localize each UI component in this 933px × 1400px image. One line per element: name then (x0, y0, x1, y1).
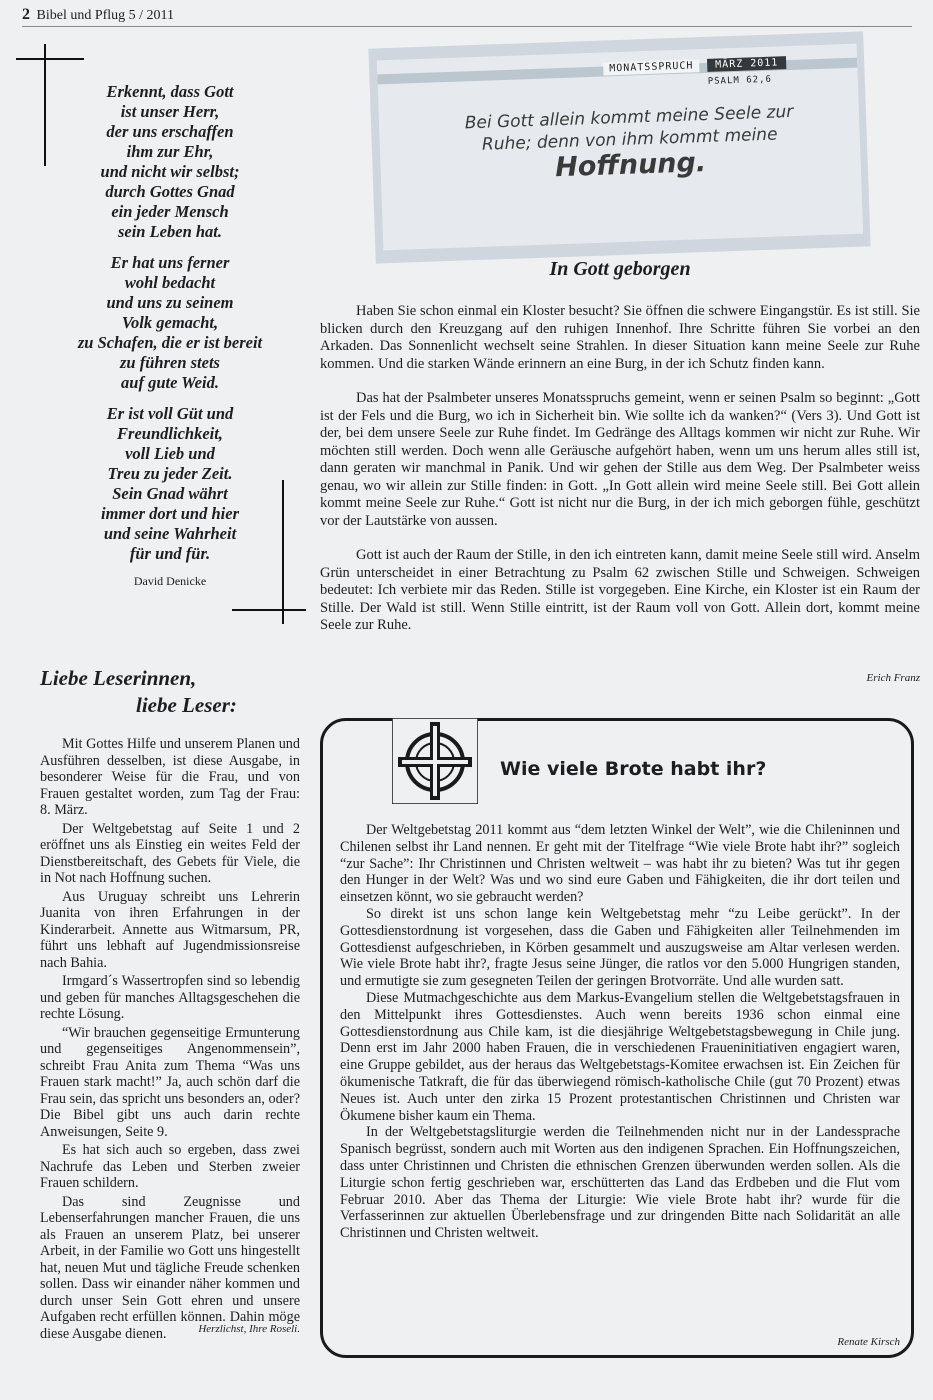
banner-month: MÄRZ 2011 (707, 56, 787, 72)
cross-line-horizontal-bottom (232, 609, 306, 611)
page-header (22, 6, 174, 24)
article-paragraph: Gott ist auch der Raum der Stille, in den ich eintreten kann, damit meine Seele still wird. Anselm Grün unterscheidet in einer Betrachtung zu Psalm 62 zwischen Stille und Schweigen. Schweigen bedeutet: Ich verbiete mir das Reden. Stille ist vorgegeben. Eine Kirche, ein Kloster ist ein Raum der Stille. Der Wald ist still. Wenn Stille eintritt, ist der Raum voll von Gott. Allein dort, kommt meine Seele zur Ruhe. (320, 547, 920, 633)
poem (50, 82, 290, 575)
article-body (320, 303, 920, 652)
letter-paragraph: Mit Gottes Hilfe und unserem Planen und Ausführen desselben, ist diese Ausgabe, in besonderer Weise für die Frau, und von Frauen gestaltet worden, zum Tag der Frau: 8. März. (40, 736, 300, 818)
box-body (340, 822, 900, 1242)
banner-label: MONATSSPRUCH (603, 59, 700, 75)
letter-paragraph: Irmgard´s Wassertropfen sind so lebendig und geben für manches Alltagsgeschehen die rechte Lösung. (40, 973, 300, 1022)
article-title: In Gott geborgen (549, 258, 691, 280)
box-paragraph: Diese Mutmachgeschichte aus dem Markus-Evangelium stellen die Weltgebetstagsfrauen in den Mittelpunkt ihres Gottesdienstes. Auch wenn bereits 1936 schon einmal eine Gottesdienstordnung aus Chile kam, ist die diesjährige Weltgebetstagsbewegung in Chile jung. Denn erst im Jahr 2000 haben Frauen, die in verschiedenen Fraueninitiativen engagiert waren, eine Gruppe gebildet, aus der heraus das Weltgebetstags-Komitee erwachsen ist. Ein Zeichen für ökumenische Tatkraft, die für das überwiegend römisch-katholische Chile (gut 70 Prozent) etwas Neues ist. Auch unter den zirka 15 Prozent protestantischen Christinnen und Christen war Ökumene bisher kaum ein Thema. (340, 989, 900, 1124)
letter-greeting (40, 665, 250, 719)
letter-greeting-line2: liebe Leser: (136, 693, 237, 717)
article-author: Erich Franz (866, 672, 920, 684)
poem-stanza-2: Er hat uns ferner wohl bedacht und uns zu seinem Volk gemacht, zu Schafen, die er ist bereit zu führen stets auf gute Weid. (77, 253, 263, 392)
banner-reference: PSALM 62,6 (707, 74, 773, 87)
letter-paragraph: Es hat sich auch so ergeben, dass zwei Nachrufe das Leben und Sterben zweier Frauen schildern. (40, 1142, 300, 1191)
publication-title: Bibel und Pflug 5 / 2011 (36, 8, 175, 23)
letter-signature: Herzlichst, Ihre Roseli. (198, 1323, 300, 1335)
letter-paragraph: Das sind Zeugnisse und Lebenserfahrungen mancher Frauen, die uns als Frauen an unserem Platz, bei unserer Arbeit, in der Familie wo Gott uns hingestellt hat, neuen Mut und tägliche Freude schenken sollen. Dass wir einander näher kommen und durch unser Sein Gott ehren und unsere Aufgaben recht erfüllen können. Dahin möge diese Ausgabe dienen. (40, 1193, 300, 1342)
banner-verse-highlight: Hoffnung. (554, 147, 707, 184)
letter-body (40, 736, 300, 1344)
box-paragraph: Der Weltgebetstag 2011 kommt aus “dem letzten Winkel der Welt”, wie die Chileninnen und Chilenen selbst ihr Land nennen. Er geht mit der Titelfrage “Wie viele Brote habt ihr?” sogleich “zur Sache”: Ihr Christinnen und Christen weltweit – was habt ihr zu bieten? Was tut ihr gegen den Hunger in der Welt? Was und wo sind eure Gaben und Fähigkeiten, die ihr dort teilen und einsetzen könnt, wo sie gebraucht werden? (340, 822, 900, 906)
banner-verse-text: Bei Gott allein kommt meine Seele zur Ruhe; denn von ihm kommt meine (464, 101, 794, 155)
poem-author: David Denicke (133, 574, 207, 588)
box-paragraph: So direkt ist uns schon lange kein Weltgebetstag mehr “zu Leibe gerückt”. In der Gottesdienstordnung ist vorgesehen, dass die Gaben und Fähigkeiten aller Teilnehmenden im Gottesdienst aufgeschrieben, in Körben gesammelt und auszugsweise am Altar verlesen werden. Wie viele Brote habt ihr?, fragte Jesus seine Jünger, die ratlos vor den 5.000 Hungrigen standen, und ermutigte sie zum gesegneten Teilen der geringen Brotvorräte. Und alle wurden satt. (340, 905, 900, 990)
header-rule (22, 26, 912, 27)
poem-stanza-1: Erkennt, dass Gott ist unser Herr, der uns erschaffen ihm zur Ehr, und nicht wir selbst; durch Gottes Gnad ein jeder Mensch sein Leben hat. (100, 82, 240, 241)
monthly-verse-banner (377, 44, 863, 251)
letter-paragraph: “Wir brauchen gegenseitige Ermunterung und gegenseitiges Angenommensein”, schreibt Frau Anita zum Thema “Was uns Frauen stark macht!” Ja, auch schön darf die Frau sein, das spricht uns besonders an, oder? Die Bibel gibt uns auch darin rechte Anweisungen, Seite 9. (40, 1024, 300, 1140)
box-paragraph: In der Weltgebetstagsliturgie werden die Teilnehmenden nicht nur in der Landessprache Spanisch begrüsst, sondern auch mit Worten aus den indigenen Sprachen. Ein Hoffnungszeichen, dass unter Christinnen und Christen die ethnischen Grenzen überwunden werden sollen. Als die Liturgie schon fertig geschrieben war, erschütterten das Land das Erdbeben und die Flut vom Februar 2010. Aber das Thema der Liturgie: Wie viele Brote habt ihr? wurde für die Verfasserinnen zur aktuellen Überlebensfrage und zur dringenden Bitte nach Solidarität an alle Christinnen und Christen weltweit. (340, 1124, 900, 1242)
letter-greeting-line1: Liebe Leserinnen, (40, 666, 197, 690)
box-title: Wie viele Brote habt ihr? (500, 758, 767, 780)
article-paragraph: Das hat der Psalmbeter unseres Monatsspruchs gemeint, wenn er seinen Psalm so beginnt: „Gott ist der Fels und die Burg, wo ich in Sicherheit bin. Wie sollte ich da wanken?“ (Vers 3). Und Gott ist der, bei dem unsere Seele zur Ruhe findet. Im Gedränge des Alltags kommen wir nicht zur Ruhe. Wir möchten still werden. Doch wenn alle Geräusche aufgehört haben, wenn um uns herum alles still ist, dann geraten wir manchmal in Panik. Und wir gehen der Stille aus dem Weg. Der Psalmbeter weiss genau, wo wir allein zur Stille finden: in Gott. „In Gott allein wird meine Seele still. Bei Gott allein kommt meine Seele zur Ruhe.“ Gott ist nicht nur die Burg, in der ich mich geborgen fühle, geschützt vor der Lautstärke von aussen. (320, 390, 920, 529)
page-number: 2 (22, 6, 30, 23)
letter-paragraph: Aus Uruguay schreibt uns Lehrerin Juanita von ihren Erfahrungen in der Kinderarbeit. Annette aus Witmarsum, PR, führt uns lebhaft auf Jugendmissionsreise nach Bahia. (40, 888, 300, 971)
box-author: Renate Kirsch (837, 1336, 900, 1348)
poem-stanza-3: Er ist voll Güt und Freundlichkeit, voll Lieb und Treu zu jeder Zeit. Sein Gnad währt immer dort und hier und seine Wahrheit für und für. (101, 404, 239, 563)
world-prayer-day-logo (392, 718, 478, 804)
banner-verse (439, 100, 821, 183)
article-paragraph: Haben Sie schon einmal ein Kloster besucht? Sie öffnen die schwere Eingangstür. Es ist still. Sie blicken durch den Kreuzgang auf den ruhigen Innenhof. Ihre Schritte führen Sie vorbei an den Arkaden. Das Sonnenlicht wechselt seine Strahlen. In dieser Situation kann meine Seele zur Ruhe kommen. Und die starken Wände erinnern an eine Burg, in der ich Schutz finden kann. (320, 303, 920, 372)
letter-paragraph: Der Weltgebetstag auf Seite 1 und 2 eröffnet uns als Einstieg ein weites Feld der Dienstbereitschaft, des Gebets für Viele, die in Not nach Hoffnung suchen. (40, 820, 300, 886)
cross-line-horizontal-top (16, 58, 84, 60)
cross-line-vertical-top (44, 44, 46, 166)
